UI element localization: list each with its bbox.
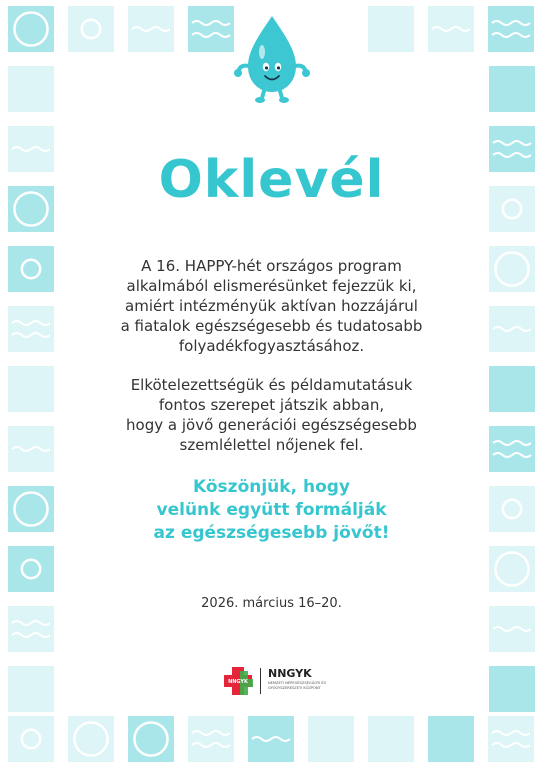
border-tile [489,186,535,232]
border-tile [489,66,535,112]
paragraph-line: hogy a jövő generációi egészségesebb [126,416,417,434]
border-tile [489,666,535,712]
paragraph-line: folyadékfogyasztásához. [178,337,365,355]
border-tile [489,126,535,172]
border-tile [308,716,354,762]
thanks-line: velünk együtt formálják [156,500,387,520]
border-tile [8,606,54,652]
thanks-line: az egészségesebb jövőt! [153,523,390,543]
paragraph-commitment [60,375,483,455]
event-date: 2026. március 16–20. [201,596,342,611]
logo-subtitle: NEMZETI NÉPEGÉSZSÉGÜGYI ÉS GYÓGYSZERÉSZETI KÖZPONT [268,681,326,690]
thanks-message [60,476,483,545]
nngyk-cross-logo-icon [222,665,254,697]
border-tile [368,6,414,52]
paragraph-line: amiért intézményük aktívan hozzájárul [125,297,418,315]
logo-divider [260,668,261,694]
paragraph-line: a fiatalok egészségesebb és tudatosabb [120,317,423,335]
certificate-title: Oklevél [158,150,385,210]
border-tile [8,666,54,712]
border-tile [68,6,114,52]
border-tile [188,6,234,52]
logo-badge-text: NNGYK [228,679,248,685]
border-tile [489,366,535,412]
paragraph-line: szemlélettel nőjenek fel. [179,436,364,454]
border-tile [188,716,234,762]
border-tile [8,306,54,352]
water-drop-mascot-icon [230,12,314,104]
logo-name: NNGYK [268,667,312,680]
border-tile [368,716,414,762]
paragraph-line: A 16. HAPPY-hét országos program [141,257,402,275]
paragraph-line: Elkötelezettségük és példamutatásuk [130,376,413,394]
border-tile [8,546,54,592]
border-tile [489,426,535,472]
border-tile [489,486,535,532]
border-tile [8,246,54,292]
paragraph-recognition [60,256,483,356]
border-tile [488,6,534,52]
paragraph-line: alkalmából elismerésünket fejezzük ki, [126,277,417,295]
border-tile [428,716,474,762]
border-tile [8,716,54,762]
thanks-line: Köszönjük, hogy [193,477,350,497]
border-tile [8,366,54,412]
paragraph-line: fontos szerepet játszik abban, [158,396,385,414]
nngyk-logo [222,665,342,697]
border-tile [8,66,54,112]
border-tile [488,716,534,762]
